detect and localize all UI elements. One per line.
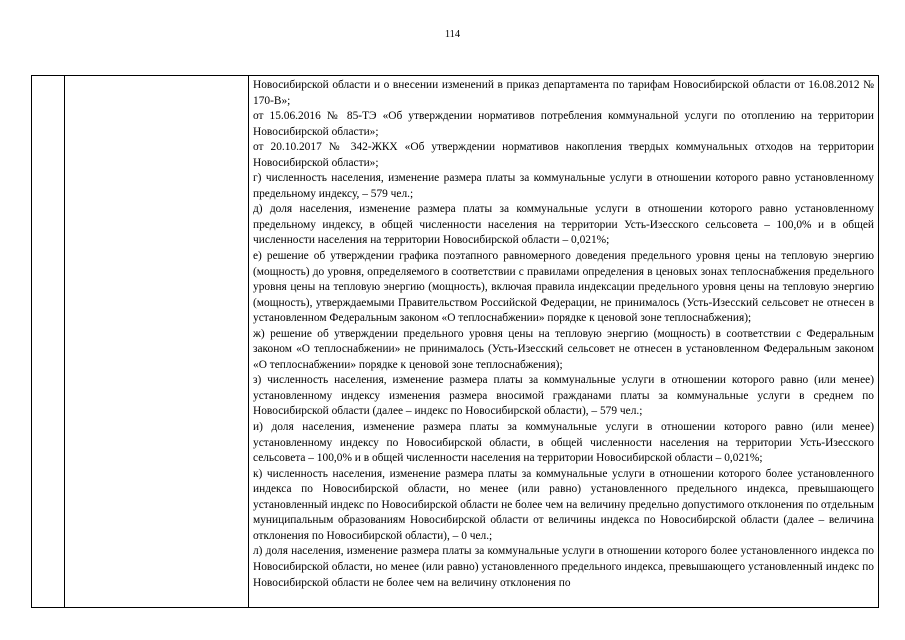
table-cell-content xyxy=(249,76,879,608)
document-table xyxy=(31,75,879,608)
table-cell-number xyxy=(32,76,65,608)
table-cell-title xyxy=(65,76,249,608)
table-row xyxy=(32,76,879,608)
paragraph: от 15.06.2016 № 85-ТЭ «Об утверждении нормативов потребления коммунальной услуги по отоплению на территории Новосибирской области»; xyxy=(253,110,874,138)
paragraph: ж) решение об утверждении предельного уровня цены на тепловую энергию (мощность) в соответствии с Федеральным законом «О теплоснабжении» не принималось (Усть-Изесский сельсовет не отнесен в установленном Федеральным законом «О теплоснабжении» порядке к ценовой зоне теплоснабжения); xyxy=(253,327,874,371)
paragraph: Новосибирской области и о внесении изменений в приказ департамента по тарифам Новосибирской области от 16.08.2012 № 170-В»; xyxy=(253,79,874,107)
paragraph: д) доля населения, изменение размера платы за коммунальные услуги в отношении которого равно установленному предельному индексу, в общей численности населения на территории Усть-Изесского сельсовета – 100,0% и в общей численности населения на территории Новосибирской области – 0,021%; xyxy=(253,203,874,247)
paragraph: з) численность населения, изменение размера платы за коммунальные услуги в отношении которого равно (или менее) установленному индексу изменения размера вносимой гражданами платы за коммунальные услуги в среднем по Новосибирской области (далее – индекс по Новосибирской области), – 579 чел.; xyxy=(253,374,874,418)
paragraph: л) доля населения, изменение размера платы за коммунальные услуги в отношении которого более установленного индекса по Новосибирской области, но менее (или равно) установленного предельного индекса, превышающего установленный индекс по Новосибирской области не более чем на величину отклонения по xyxy=(253,545,874,589)
paragraph: к) численность населения, изменение размера платы за коммунальные услуги в отношении которого более установленного индекса по Новосибирской области, но менее (или равно) установленного предельного индекса, превышающего установленный индекс по Новосибирской области не более чем на величину предельно допустимого отклонения по отдельным муниципальным образованиям Новосибирской области от величины индекса по Новосибирской области (далее – величина отклонения по Новосибирской области), – 0 чел.; xyxy=(253,467,874,542)
paragraph: и) доля населения, изменение размера платы за коммунальные услуги в отношении которого равно (или менее) установленному индексу по Новосибирской области, в общей численности населения на территории Усть-Изесского сельсовета – 100,0% и в общей численности населения на территории Новосибирской области – 0,021%; xyxy=(253,421,874,465)
paragraph: е) решение об утверждении графика поэтапного равномерного доведения предельного уровня цены на тепловую энергию (мощность) до уровня, определяемого в соответствии с правилами определения в ценовых зонах теплоснабжения предельного уровня цены на тепловую энергию (мощность), включая правила индексации предельного уровня цены на тепловую энергию (мощность), утверждаемыми Правительством Российской Федерации, не принималось (Усть-Изесский сельсовет не отнесен в установленном Федеральным законом «О теплоснабжении» порядке к ценовой зоне теплоснабжения); xyxy=(253,250,874,325)
paragraph: от 20.10.2017 № 342-ЖКХ «Об утверждении нормативов накопления твердых коммунальных отходов на территории Новосибирской области»; xyxy=(253,141,874,169)
page-number: 114 xyxy=(444,29,461,40)
paragraph: г) численность населения, изменение размера платы за коммунальные услуги в отношении которого равно установленному предельному индексу, – 579 чел.; xyxy=(253,172,874,200)
content-text xyxy=(249,76,878,591)
